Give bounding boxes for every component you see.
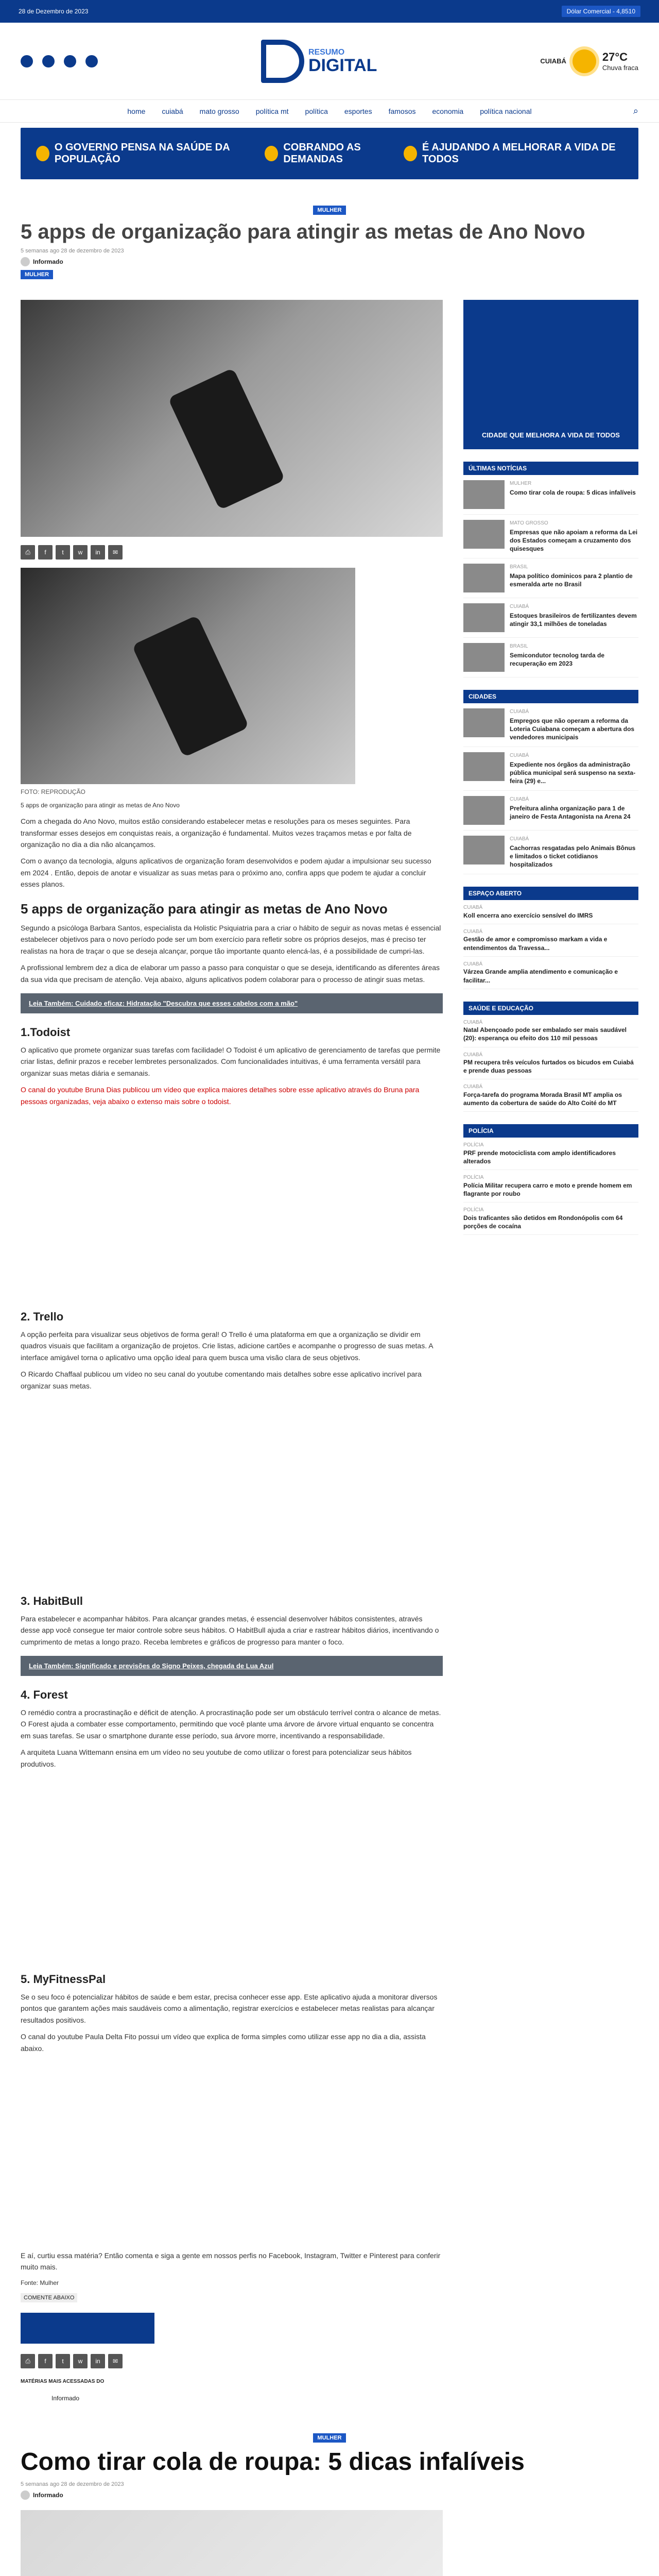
paragraph: O canal do youtube Bruna Dias publicou um vídeo que explica maiores detalhes sobre esse aplicativo através do Bruna para pessoas organizadas, veja abaixo o extenso mais sobre o todoist.: [21, 1086, 420, 1106]
print-icon[interactable]: ⎙: [21, 545, 35, 560]
logo-line2: DIGITAL: [308, 55, 377, 75]
section-heading: 5 apps de organização para atingir as metas de Ano Novo: [21, 901, 388, 917]
nav-item[interactable]: famosos: [388, 107, 416, 115]
main-nav: [0, 100, 659, 123]
avatar: [21, 2490, 30, 2500]
nav-item[interactable]: política: [305, 107, 328, 115]
read-also-box[interactable]: [21, 993, 443, 1013]
tag-item[interactable]: COMENTE ABAIXO: [21, 2293, 77, 2302]
logo-mark-icon: [261, 40, 304, 83]
search-icon[interactable]: ⌕: [633, 106, 638, 116]
outro: E aí, curtiu essa matéria? Então comenta e siga a gente em nossos perfis no Facebook, Instagram, Twitter e Pinterest para conferir muito mais.: [21, 2251, 441, 2272]
paragraph: Para estabelecer e acompanhar hábitos. Para alcançar grandes metas, é essencial desenvolver hábitos consistentes, através desse app você consegue ter maior controle sobre seus hábitos. O HabitBull ajuda a criar e rastrear hábitos diários, incentivando o cumprimento de metas a longo prazo. Receba lembretes e gráficos de progresso para manter o foco.: [21, 1614, 439, 1646]
thumb: [463, 708, 505, 737]
weather-desc: Chuva fraca: [602, 64, 638, 72]
email-icon[interactable]: ✉: [108, 545, 123, 560]
author-box-name[interactable]: Informado: [51, 2394, 80, 2402]
logo-line1: RESUMO: [308, 47, 345, 57]
paragraph: O remédio contra a procrastinação e déficit de atenção. A procrastinação pode ser um obstáculo terrível contra o alcance de metas. O Forest ajuda a combater esse comportamento, permitindo que você plante uma árvore de árvore virtual enquanto se concentra em suas tarefas. Se usar o smartphone durante esse período, sua árvore morre, incentivando a responsabilidade.: [21, 1708, 441, 1740]
weather-widget: [540, 49, 638, 73]
sidebar-ad-text: CIDADE QUE MELHORA A VIDA DE TODOS: [482, 431, 620, 439]
twitter-icon[interactable]: t: [56, 545, 70, 560]
list-item[interactable]: BRASIL Mapa político dominicos para 2 plantio de esmeralda arte no Brasil: [463, 558, 638, 598]
list-item[interactable]: CUIABÁ Várzea Grande amplia atendimento e comunicação e facilitar...: [463, 957, 638, 989]
sidebar-heading: POLÍCIA: [463, 1124, 638, 1138]
article-body: [21, 290, 443, 2402]
sidebar-heading: ESPAÇO ABERTO: [463, 887, 638, 900]
paragraph: O Ricardo Chaffaal publicou um vídeo no seu canal do youtube comentando mais detalhes sobre esse aplicativo incrível para organizar suas metas.: [21, 1370, 422, 1390]
whatsapp-icon[interactable]: w: [73, 2354, 88, 2368]
app-heading: 5. MyFitnessPal: [21, 1973, 106, 1986]
read-also-text: Leia Também: Significado e previsões do Signo Peixes, chegada de Lua Azul: [29, 1662, 274, 1670]
article-header: [21, 184, 638, 290]
thumb: [463, 520, 505, 549]
video-embed[interactable]: [21, 1775, 443, 1960]
paragraph: O aplicativo que promete organizar suas tarefas com facilidade! O Todoist é um aplicativo de gerenciamento de tarefas que permite criar listas, definir prazos e receber lembretes personalizados. Com funcionalidades intuitivas, é uma ferramenta versátil para organizar suas metas diária e semanais.: [21, 1045, 441, 1077]
banner-text-c: É AJUDANDO A MELHORAR A VIDA DE TODOS: [422, 142, 616, 165]
thumb: [463, 603, 505, 632]
banner-text-a: O GOVERNO PENSA NA SAÚDE DA POPULAÇÃO: [54, 142, 230, 165]
nav-item[interactable]: política nacional: [480, 107, 532, 115]
lead: 5 apps de organização para atingir as metas de Ano Novo: [21, 802, 180, 809]
facebook-icon[interactable]: [21, 55, 33, 67]
article-date: 5 semanas ago 28 de dezembro de 2023: [21, 2481, 124, 2487]
video-embed[interactable]: [21, 1397, 443, 1582]
paragraph: Com o avanço da tecnologia, alguns aplicativos de organização foram desenvolvidos e podem ajudar a impulsionar seu sucesso em 2024 . Então, depois de anotar e visualizar as suas metas para o próximo ano, confira apps que podem te ajudar a concluir esses planos.: [21, 857, 431, 889]
facebook-icon[interactable]: f: [38, 545, 53, 560]
banner-text-b: COBRANDO AS DEMANDAS: [283, 142, 361, 165]
content-wrap: [21, 290, 638, 2402]
app-heading: 3. HabitBull: [21, 1594, 83, 1607]
author[interactable]: [21, 257, 638, 266]
category-tag[interactable]: MULHER: [313, 206, 345, 215]
list-item[interactable]: CUIABÁ Natal Abençoado pode ser embalado ser mais saudável (20): esperança ou efeito dos 110 mil pessoas: [463, 1015, 638, 1047]
nav-item[interactable]: home: [127, 107, 146, 115]
paragraph: O canal do youtube Paula Delta Fito possui um vídeo que explica de forma simples como utilizar esse app no dia a dia, assista abaixo.: [21, 2032, 426, 2053]
list-item[interactable]: CUIABÁ Estoques brasileiros de fertilizantes devem atingir 33,1 milhões de toneladas: [463, 598, 638, 638]
article-title: 5 apps de organização para atingir as metas de Ano Novo: [21, 221, 585, 243]
share-bar: [21, 545, 443, 560]
list-item[interactable]: MATO GROSSO Empresas que não apoiam a reforma da Lei dos Estados começam a cruzamento dos quisesques: [463, 515, 638, 558]
source: Fonte: Mulher: [21, 2279, 59, 2286]
list-item[interactable]: CUIABÁ Empregos que não operam a reforma da Loteria Cuiabana começam a abertura dos vendedores municipais: [463, 703, 638, 747]
phone-image: [168, 368, 285, 511]
thumb: [463, 836, 505, 865]
banner-icon: [36, 146, 49, 161]
app-heading: 1.Todoist: [21, 1025, 71, 1039]
video-embed[interactable]: [21, 1112, 443, 1298]
list-item[interactable]: POLÍCIA PRF prende motociclista com amplo identificadores alterados: [463, 1138, 638, 1170]
nav-item[interactable]: política mt: [255, 107, 289, 115]
current-date: 28 de Dezembro de 2023: [19, 8, 89, 15]
weather-temp: 27°C: [602, 50, 628, 63]
nav-item[interactable]: esportes: [344, 107, 372, 115]
social-links: [21, 55, 98, 67]
category-tag[interactable]: MULHER: [21, 270, 53, 279]
app-heading: 2. Trello: [21, 1310, 64, 1323]
weather-city: CUIABÁ: [540, 57, 566, 65]
nav-item[interactable]: cuiabá: [162, 107, 183, 115]
list-item[interactable]: CUIABÁ Expediente nos órgãos da administração pública municipal será suspenso na sexta-feira (29) e...: [463, 747, 638, 791]
linkedin-icon[interactable]: in: [91, 2354, 105, 2368]
avatar: [21, 257, 30, 266]
top-bar: [0, 0, 659, 23]
thumb: [463, 564, 505, 592]
list-item[interactable]: CUIABÁ PM recupera três veículos furtados os bicudos em Cuiabá e prende duas pessoas: [463, 1047, 638, 1080]
sun-icon: [573, 49, 596, 73]
list-item[interactable]: MULHER Como tirar cola de roupa: 5 dicas infalíveis: [463, 475, 638, 515]
hero-image: [21, 300, 443, 537]
site-logo[interactable]: [261, 40, 377, 83]
banner-icon: [404, 146, 417, 161]
list-item[interactable]: CUIABÁ Gestão de amor e compromisso markam a vida e entendimentos da Travessa...: [463, 924, 638, 957]
sidebar-heading: ÚLTIMAS NOTÍCIAS: [463, 462, 638, 475]
whatsapp-icon[interactable]: w: [73, 545, 88, 560]
thumb: [463, 752, 505, 781]
read-also-box[interactable]: [21, 1656, 443, 1676]
linkedin-icon[interactable]: in: [91, 545, 105, 560]
image-caption: FOTO: REPRODUÇÃO: [21, 788, 85, 795]
sidebar-heading: CIDADES: [463, 690, 638, 703]
dollar-rate: Dólar Comercial - 4,8510: [562, 6, 640, 17]
youtube-icon[interactable]: [42, 55, 55, 67]
nav-item[interactable]: mato grosso: [199, 107, 239, 115]
sidebar-ad[interactable]: [463, 300, 638, 449]
thumb: [463, 796, 505, 825]
paragraph: A arquiteta Luana Wittemann ensina em um vídeo no seu youtube de como utilizar o forest para potencializar seus hábitos produtivos.: [21, 1748, 412, 1768]
tags: [21, 2293, 443, 2302]
paragraph: Se o seu foco é potencializar hábitos de saúde e bem estar, precisa conhecer esse app. Este aplicativo ajuda a monitorar diversos pontos que garantem ações mais saudáveis como a alimentação, registrar exercícios e estabelecer metas realistas para alcançar resultados positivos.: [21, 1993, 438, 2024]
sidebar: [463, 290, 638, 2402]
list-item[interactable]: POLÍCIA Dois traficantes são detidos em Rondonópolis com 64 porções de cocaína: [463, 1202, 638, 1235]
author[interactable]: [21, 2490, 638, 2500]
paragraph: Segundo a psicóloga Barbara Santos, especialista da Holistic Psiquiatria para a criar o hábito de seguir as novas metas é essencial estabelecer objetivos para o novo período pode ser um bom exercício para refletir sobre os próprios desejos, mas é preciso ter realistas na hora de traçar o que se deseja alcançar, porque tão importante quanto elencá-las, é a possibilidade de cumpri-las.: [21, 924, 441, 955]
article-image: [21, 568, 355, 784]
print-icon[interactable]: ⎙: [21, 2354, 35, 2368]
paragraph: A opção perfeita para visualizar seus objetivos de forma geral! O Trello é uma plataforma em que a organização se dividir em quadros visuais que facilitam a organização de projetos. Crie listas, adicione cartões e acompanhe o progresso de suas metas. A interface amigável torna o aplicativo uma opção ideal para quem busca uma visão clara de seus objetivos.: [21, 1330, 433, 1362]
email-icon[interactable]: ✉: [108, 2354, 123, 2368]
author-name: Informado: [33, 258, 63, 265]
instagram-icon[interactable]: [64, 55, 76, 67]
video-embed[interactable]: [21, 2059, 443, 2245]
list-item[interactable]: CUIABÁ Prefeitura alinha organização para 1 de janeiro de Festa Antagonista na Arena 24: [463, 791, 638, 831]
twitter-icon[interactable]: t: [56, 2354, 70, 2368]
paragraph: A profissional lembrem dez a dica de elaborar um passo a passo para conquistar o que se deseja, identificando as diferentes áreas da sua vida que precisam de atenção. Veja abaixo, alguns aplicativos podem colaborar para o processo de atingir suas metas.: [21, 963, 440, 984]
list-item[interactable]: BRASIL Semicondutor tecnolog tarda de recuperação em 2023: [463, 638, 638, 677]
article-date: 5 semanas ago 28 de dezembro de 2023: [21, 248, 124, 254]
banner-icon: [265, 146, 278, 161]
phone-image: [132, 615, 249, 758]
thumb: [463, 643, 505, 672]
category-tag[interactable]: MULHER: [313, 2433, 345, 2443]
footer-ad[interactable]: [21, 2313, 154, 2344]
next-article-image: [21, 2510, 443, 2576]
sidebar-heading: SAÚDE E EDUCAÇÃO: [463, 1002, 638, 1015]
facebook-icon[interactable]: f: [38, 2354, 53, 2368]
paragraph: Com a chegada do Ano Novo, muitos estão considerando estabelecer metas e resoluções para os meses seguintes. Para transformar esses desejos em conquistas reais, a organização é fundamental. Muitos vezes traçamos metas e por falta de organização no dia a dia não alcançamos.: [21, 817, 412, 849]
list-item[interactable]: CUIABÁ Força-tarefa do programa Morada Brasil MT amplia os aumento da cobertura de saúde do Alto Coité do MT: [463, 1079, 638, 1112]
author-box-label: MATÉRIAS MAIS ACESSADAS DO: [21, 2378, 105, 2384]
list-item[interactable]: POLÍCIA Polícia Militar recupera carro e moto e prende homem em flagrante por roubo: [463, 1170, 638, 1202]
nav-item[interactable]: economia: [432, 107, 464, 115]
thumb: [463, 480, 505, 509]
author-name: Informado: [33, 2491, 63, 2499]
list-item[interactable]: CUIABÁ Koll encerra ano exercício sensível do IMRS: [463, 900, 638, 924]
top-banner-ad[interactable]: [21, 128, 638, 179]
twitter-icon[interactable]: [85, 55, 98, 67]
next-article-title[interactable]: Como tirar cola de roupa: 5 dicas infalíveis: [21, 2448, 525, 2476]
read-also-text: Leia Também: Cuidado eficaz: Hidratação "Descubra que esses cabelos com a mão": [29, 999, 298, 1007]
next-article: [21, 2433, 638, 2576]
site-header: [0, 23, 659, 100]
list-item[interactable]: CUIABÁ Cachorras resgatadas pelo Animais Bônus e limitados o ticket cotidianos hospitalizados: [463, 831, 638, 874]
share-bar: [21, 2354, 443, 2368]
app-heading: 4. Forest: [21, 1688, 68, 1702]
